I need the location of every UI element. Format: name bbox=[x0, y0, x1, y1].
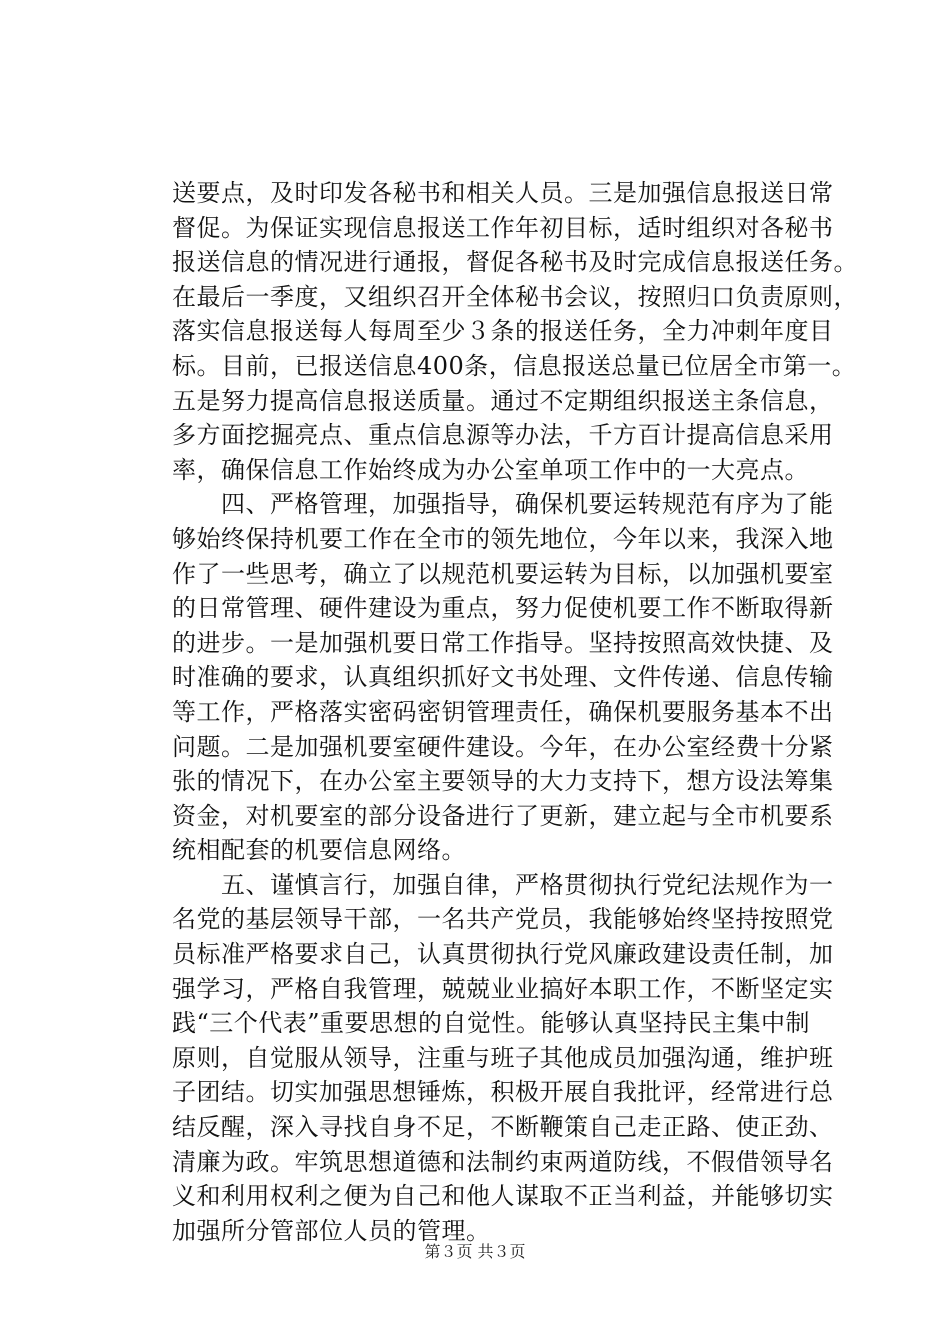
text-line: 标。目前，已报送信息400条，信息报送总量已位居全市第一。 bbox=[172, 351, 857, 380]
text-line: 子团结。切实加强思想锤炼，积极开展自我批评，经常进行总 bbox=[172, 1078, 834, 1107]
text-line: 的进步。一是加强机要日常工作指导。坚持按照高效快捷、及 bbox=[172, 628, 834, 657]
body-text bbox=[172, 176, 858, 1248]
text-line: 多方面挖掘亮点、重点信息源等办法，千方百计提高信息采用 bbox=[172, 421, 834, 450]
text-line: 问题。二是加强机要室硬件建设。今年，在办公室经费十分紧 bbox=[172, 732, 834, 761]
text-line: 督促。为保证实现信息报送工作年初目标，适时组织对各秘书 bbox=[172, 213, 834, 242]
text-line: 在最后一季度，又组织召开全体秘书会议，按照归口负责原则， bbox=[172, 282, 858, 311]
text-line: 员标准严格要求自己，认真贯彻执行党风廉政建设责任制，加 bbox=[172, 940, 834, 969]
text-line: 落实信息报送每人每周至少３条的报送任务，全力冲刺年度目 bbox=[172, 317, 834, 346]
text-line: 践“三个代表”重要思想的自觉性。能够认真坚持民主集中制 bbox=[172, 1009, 811, 1038]
text-line: 率，确保信息工作始终成为办公室单项工作中的一大亮点。 bbox=[172, 455, 809, 484]
text-line: 清廉为政。牢筑思想道德和法制约束两道防线，不假借领导名 bbox=[172, 1147, 834, 1176]
text-line: 四、严格管理，加强指导，确保机要运转规范有序为了能 bbox=[172, 490, 834, 519]
text-line: 加强所分管部位人员的管理。 bbox=[172, 1216, 491, 1245]
text-line: 资金，对机要室的部分设备进行了更新，建立起与全市机要系 bbox=[172, 801, 834, 830]
text-line: 张的情况下，在办公室主要领导的大力支持下，想方设法筹集 bbox=[172, 767, 834, 796]
text-line: 送要点，及时印发各秘书和相关人员。三是加强信息报送日常 bbox=[172, 179, 834, 207]
text-line: 结反醒，深入寻找自身不足，不断鞭策自己走正路、使正劲、 bbox=[172, 1113, 834, 1142]
text-line: 作了一些思考，确立了以规范机要运转为目标，以加强机要室 bbox=[172, 559, 834, 588]
text-line: 够始终保持机要工作在全市的领先地位，今年以来，我深入地 bbox=[172, 524, 834, 553]
text-line: 时准确的要求，认真组织抓好文书处理、文件传递、信息传输 bbox=[172, 663, 834, 692]
page-footer: 第３页 共３页 bbox=[424, 1242, 526, 1261]
text-line: 统相配套的机要信息网络。 bbox=[172, 836, 466, 865]
text-line: 五、谨慎言行，加强自律，严格贯彻执行党纪法规作为一 bbox=[172, 870, 834, 899]
text-line: 五是努力提高信息报送质量。通过不定期组织报送主条信息， bbox=[172, 386, 834, 415]
text-line: 义和利用权利之便为自己和他人谋取不正当利益，并能够切实 bbox=[172, 1182, 834, 1211]
text-line: 等工作，严格落实密码密钥管理责任，确保机要服务基本不出 bbox=[172, 697, 834, 726]
text-line: 原则，自觉服从领导，注重与班子其他成员加强沟通，维护班 bbox=[172, 1043, 834, 1072]
text-line: 强学习，严格自我管理，兢兢业业搞好本职工作，不断坚定实 bbox=[172, 974, 834, 1003]
text-line: 报送信息的情况进行通报，督促各秘书及时完成信息报送任务。 bbox=[172, 248, 858, 277]
text-line: 名党的基层领导干部，一名共产党员，我能够始终坚持按照党 bbox=[172, 905, 834, 934]
text-line: 的日常管理、硬件建设为重点，努力促使机要工作不断取得新 bbox=[172, 594, 834, 623]
